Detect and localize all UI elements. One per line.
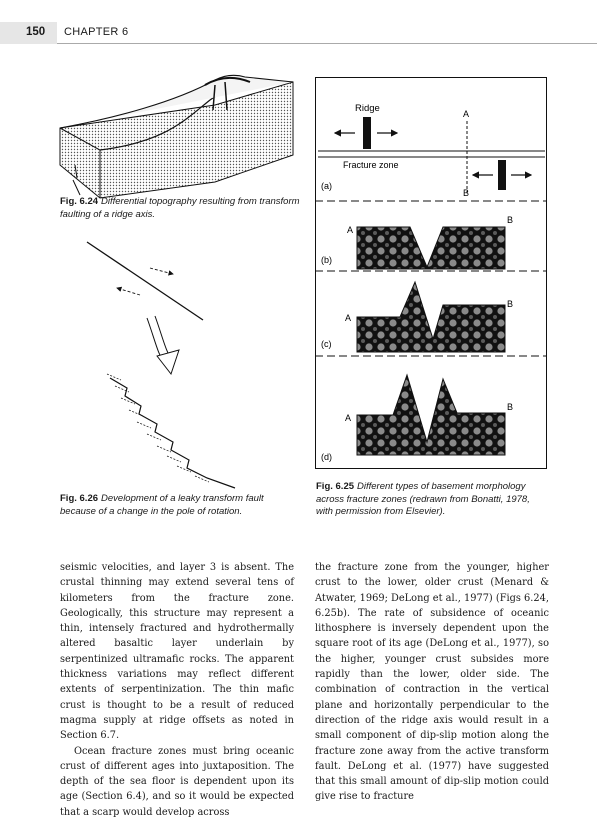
chapter-title: CHAPTER 6: [64, 26, 129, 38]
fig-6-24-label: Fig. 6.24: [60, 196, 99, 207]
point-a-top: A: [463, 109, 470, 119]
page-number: 150: [26, 26, 46, 38]
left-paragraph-1: seismic velocities, and layer 3 is absent. The crustal thinning may extend several tens of kilometers from the fracture zone. Geologically, this structure may represent a thin, intensely fractured and hydrothermally altered basaltic layer underlain by serpentinized ultramafic rocks. The apparent thickness variations may reflect different extents of serpentinization. The thin mafic crust is thought to be a result of reduced magma supply at ridge offsets as noted in Section 6.7.: [60, 562, 294, 742]
panel-b-a-label: A: [347, 225, 354, 235]
panel-c-tag: (c): [321, 339, 332, 349]
leaky-transform-staircase: [110, 378, 235, 488]
panel-b-tag: (b): [321, 255, 332, 265]
left-paragraph-2: Ocean fracture zones must bring oceanic crust of different ages into juxtaposition. The depth of the sea floor is dependent upon its age (Section 6.4), and so it would be expected that a scarp would develop across: [60, 745, 294, 818]
fig-6-26-label: Fig. 6.26: [60, 493, 99, 504]
fig-6-26-caption: [60, 493, 300, 518]
fig-6-24-text: Differential topography resulting from transform faulting of a ridge axis.: [60, 196, 300, 220]
panel-c-b-label: B: [507, 299, 514, 309]
fig-6-24-block-diagram: [55, 70, 305, 200]
ridge-bar-left: [363, 117, 371, 149]
fracture-zone-label: Fracture zone: [343, 160, 399, 170]
fig-6-25-label: Fig. 6.25: [316, 481, 355, 492]
header-rule: [57, 43, 597, 44]
fig-6-24-caption: [60, 196, 300, 221]
panel-b-b-label: B: [507, 215, 514, 225]
ridge-bar-right: [498, 160, 506, 190]
running-header: [0, 22, 615, 44]
panel-d-b-label: B: [507, 402, 514, 412]
body-left-column: [60, 560, 294, 820]
panel-d-a-label: A: [345, 413, 352, 423]
panel-d-tag: (d): [321, 452, 332, 462]
fig-6-26-text: Development of a leaky transform fault because of a change in the pole of rotation.: [60, 493, 264, 517]
ridge-label: Ridge: [355, 103, 380, 114]
fig-6-26-diagram: [85, 240, 275, 490]
panel-a-tag: (a): [321, 181, 332, 191]
point-b-top: B: [463, 188, 470, 198]
panel-c-a-label: A: [345, 313, 352, 323]
fig-6-25-caption: [316, 481, 548, 519]
body-right-column: [315, 560, 549, 805]
fig-6-25-panels: [315, 77, 547, 469]
right-paragraph-1: the fracture zone from the younger, higher crust to the lower, older crust (Menard & Atwater, 1969; DeLong et al., 1977) (Figs 6.24, 6.25b). The rate of subsidence of oceanic lithosphere is inversely dependent upon the square root of its age (DeLong et al., 1977), so the higher, younger crust subsides more rapidly than the lower, older side. The combination of contraction in the vertical plane and horizontally perpendicular to the direction of the ridge axis would result in a small component of dip-slip motion along the fracture zone away from the active transform fault. DeLong et al. (1977) have suggested that this small amount of dip-slip motion could give rise to fracture: [315, 562, 549, 803]
fig-6-25-text: Different types of basement morphology across fracture zones (redrawn from Bonatti, 1978, with permission from Elsevier).: [316, 481, 530, 517]
